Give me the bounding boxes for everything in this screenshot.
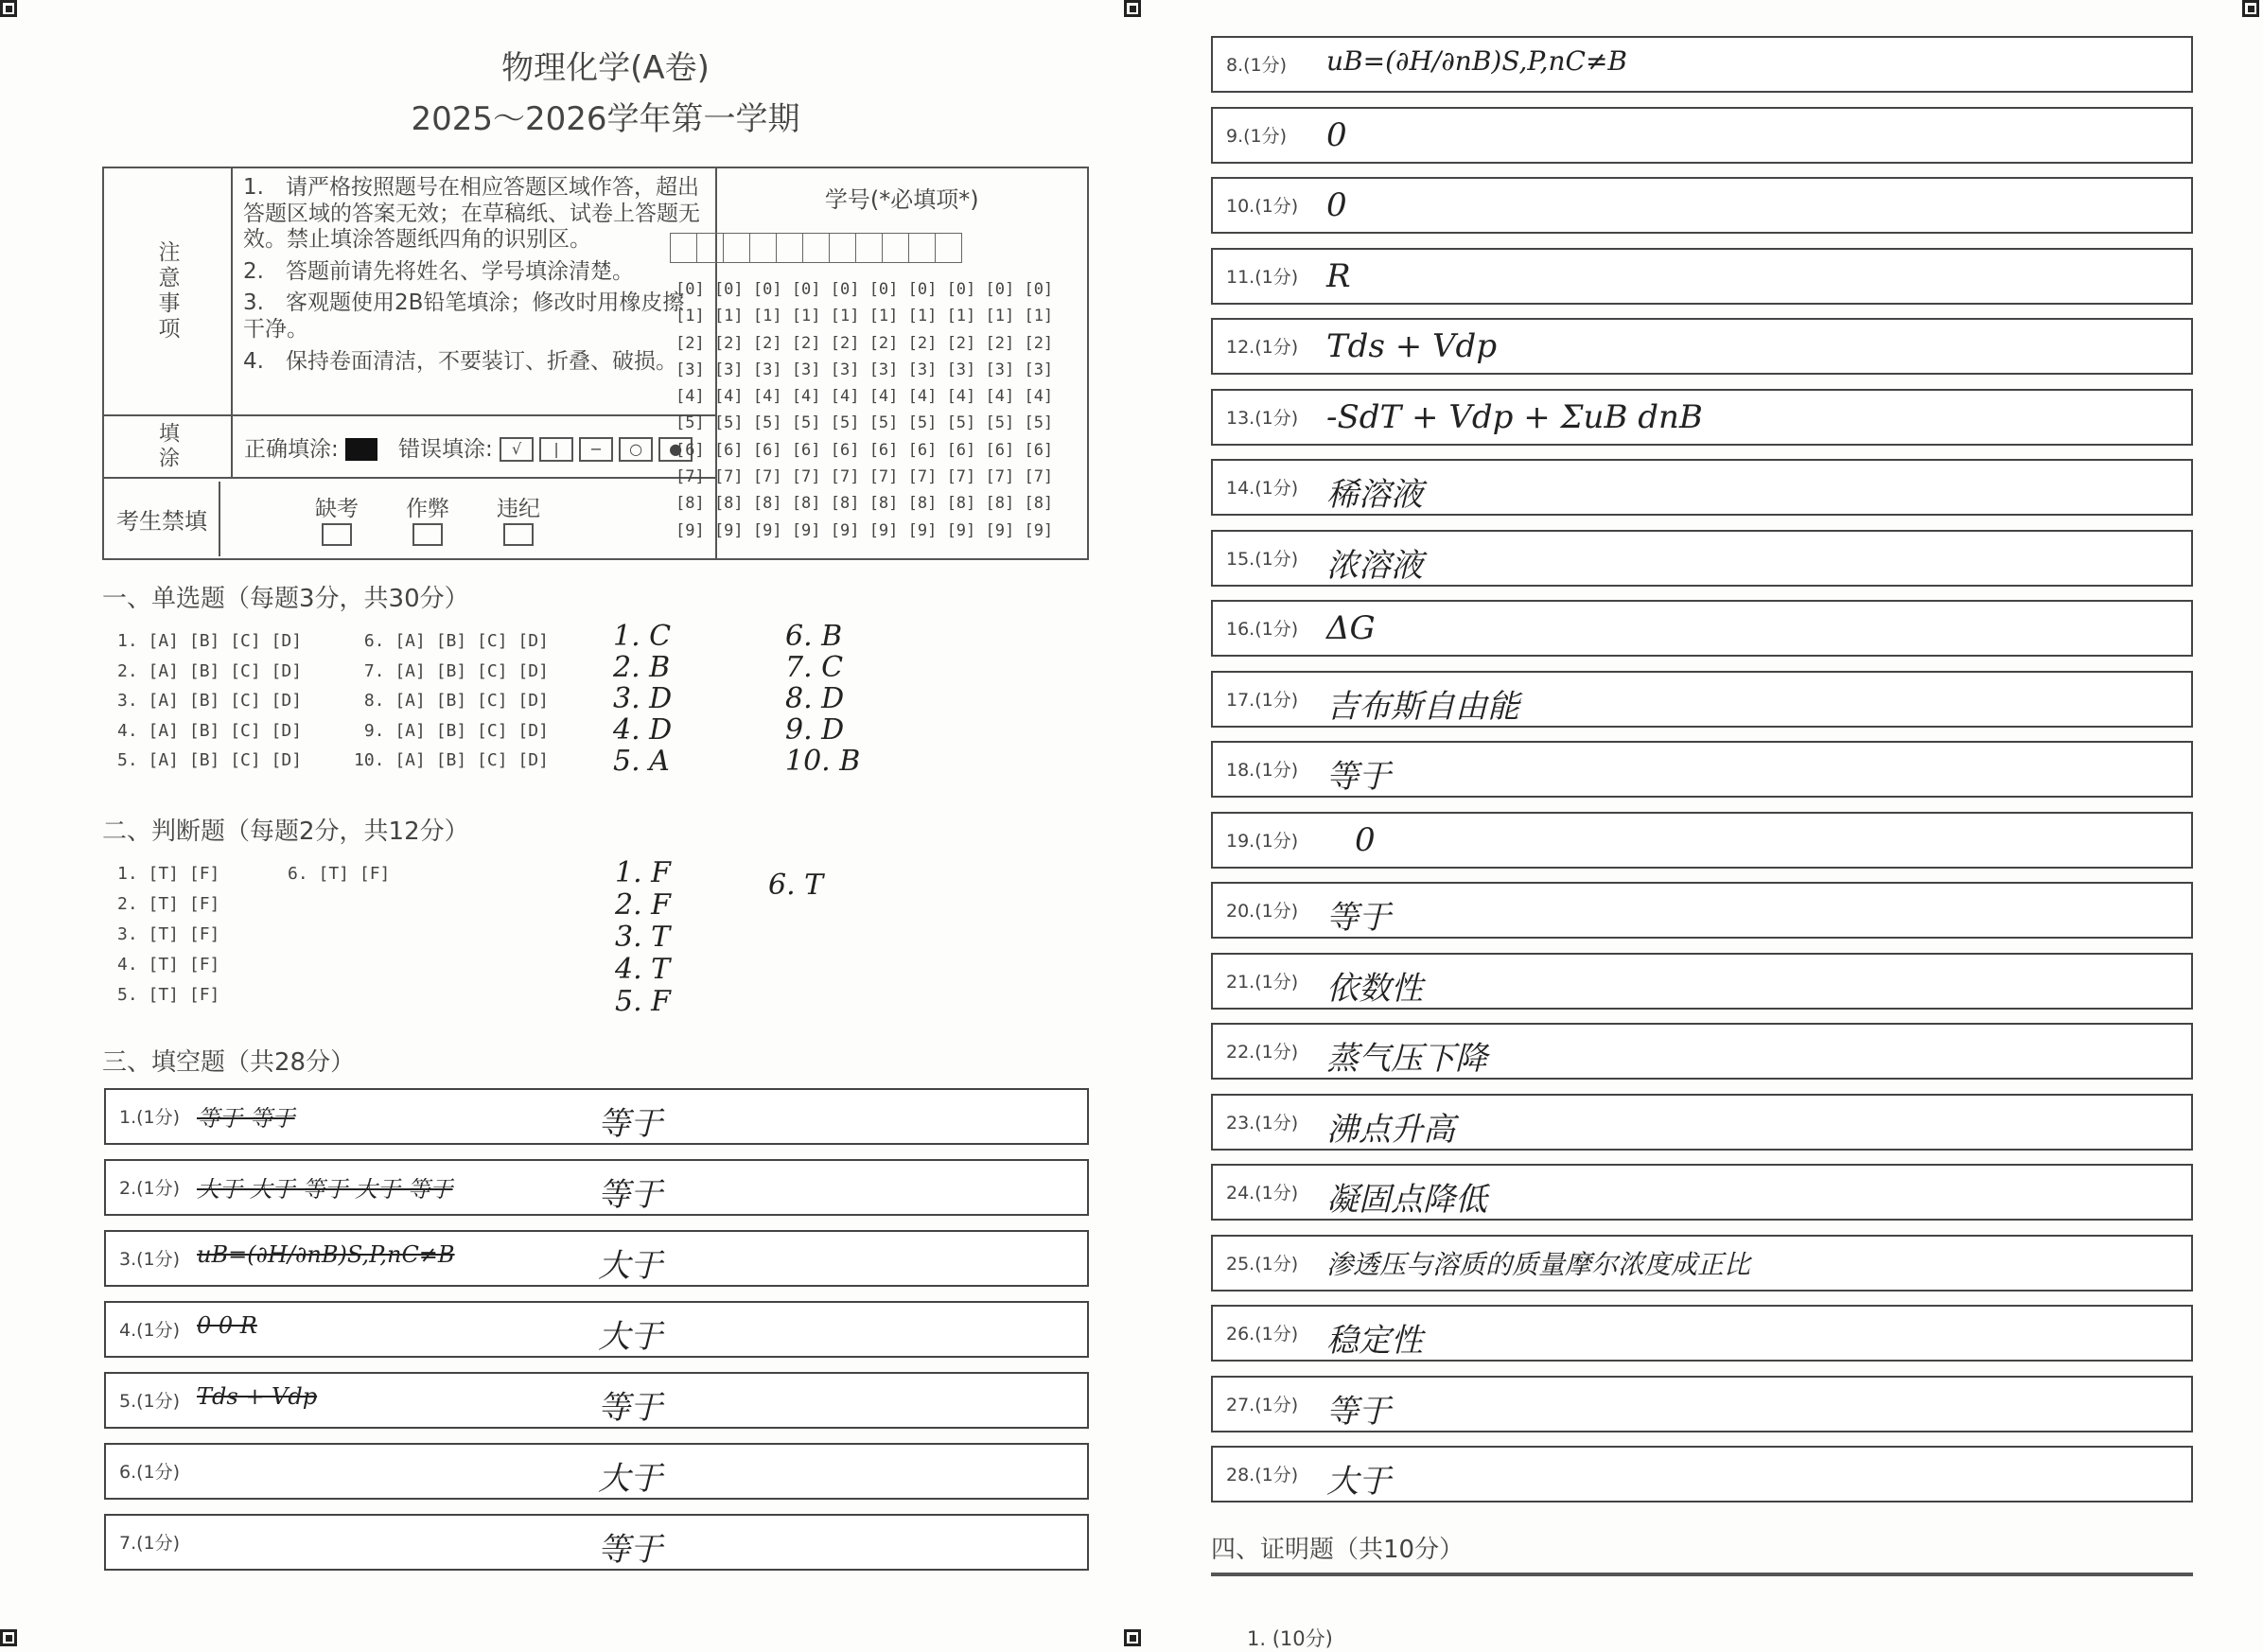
answer-box[interactable] — [104, 1159, 1089, 1216]
handwritten-answer: 3. T — [615, 921, 671, 954]
section-title-proof: 四、证明题（共10分） — [1211, 1536, 1465, 1564]
handwritten-answer: 0 — [1355, 820, 1376, 859]
page-subtitle: 2025～2026学年第一学期 — [411, 100, 800, 138]
corner-mark-top-right — [2242, 0, 2259, 17]
handwritten-answer: 沸点升高 — [1326, 1110, 1455, 1149]
prohibit-option-violation: 违纪 — [497, 496, 540, 521]
fill-label: 填涂 — [103, 415, 232, 478]
answer-box-label: 27.(1分) — [1226, 1394, 1299, 1415]
answer-box-label: 21.(1分) — [1226, 971, 1299, 993]
crossed-out-answer: uB=(∂H/∂nB)S,P,nC≠B — [197, 1241, 455, 1268]
answer-box[interactable] — [104, 1443, 1089, 1500]
proof-question-label: 1. (10分) — [1247, 1627, 1333, 1650]
wrong-fill-sample: ○ — [619, 437, 653, 462]
crossed-out-answer: Tds + Vdp — [197, 1383, 318, 1410]
answer-box-label: 20.(1分) — [1226, 901, 1299, 922]
answer-box-label: 18.(1分) — [1226, 760, 1299, 781]
handwritten-answer: Tds + Vdp — [1326, 327, 1498, 365]
answer-box-label: 22.(1分) — [1226, 1042, 1299, 1063]
handwritten-answer: 浓溶液 — [1326, 546, 1423, 585]
answer-box[interactable] — [1211, 741, 2193, 798]
answer-box[interactable] — [1211, 1305, 2193, 1362]
handwritten-answer: 1. F — [615, 856, 671, 889]
section-title-true-false: 二、判断题（每题2分，共12分） — [102, 817, 469, 846]
answer-box[interactable] — [1211, 177, 2193, 234]
handwritten-answer: 6. T — [768, 869, 824, 902]
student-id-digit-grid[interactable] — [675, 276, 1053, 544]
digit-row[interactable]: [1] [1] [1] [1] [1] [1] [1] [1] [1] [1] — [675, 307, 1054, 326]
answer-box-label: 23.(1分) — [1226, 1112, 1299, 1134]
handwritten-answer: 凝固点降低 — [1326, 1181, 1487, 1219]
handwritten-answer: 1. C — [613, 620, 672, 653]
answer-box[interactable] — [1211, 1023, 2193, 1080]
notice-item: 1. 请严格按照题号在相应答题区域作答，超出答题区域的答案无效；在草稿纸、试卷上答题无效。禁止填涂答题纸四角的识别区。 — [243, 175, 700, 253]
answer-box[interactable] — [1211, 459, 2193, 516]
cheat-checkbox[interactable] — [412, 523, 443, 546]
notice-item: 4. 保持卷面清洁，不要装订、折叠、破损。 — [243, 348, 677, 374]
handwritten-answer: 0 — [1326, 186, 1347, 224]
answer-box[interactable] — [1211, 600, 2193, 657]
prohibit-option-absent: 缺考 — [315, 496, 359, 521]
handwritten-answer: 稳定性 — [1326, 1322, 1423, 1360]
section-title-fill-blank: 三、填空题（共28分） — [102, 1048, 356, 1077]
handwritten-answer: 2. B — [613, 651, 671, 684]
handwritten-answer: 4. D — [613, 713, 673, 747]
digit-row[interactable]: [3] [3] [3] [3] [3] [3] [3] [3] [3] [3] — [675, 360, 1054, 379]
handwritten-answer: 等于 — [598, 1389, 662, 1427]
handwritten-answer: 稀溶液 — [1326, 476, 1423, 514]
handwritten-answer: 大于 — [598, 1247, 662, 1285]
handwritten-answer: 7. C — [785, 651, 844, 684]
handwritten-answer: 等于 — [598, 1531, 662, 1569]
digit-row[interactable]: [2] [2] [2] [2] [2] [2] [2] [2] [2] [2] — [675, 333, 1054, 353]
correct-fill-sample — [345, 438, 377, 461]
handwritten-answer: -SdT + Vdp + ΣuB dnB — [1326, 397, 1703, 436]
answer-box[interactable] — [1211, 1164, 2193, 1221]
corner-mark-bottom-left — [0, 1629, 17, 1646]
handwritten-answer: 5. A — [613, 745, 670, 778]
proof-divider — [1211, 1573, 2193, 1576]
handwritten-answer: uB=(∂H/∂nB)S,P,nC≠B — [1326, 45, 1627, 77]
violation-checkbox[interactable] — [503, 523, 534, 546]
answer-box[interactable] — [1211, 1094, 2193, 1151]
handwritten-answer: 等于 — [1326, 1392, 1391, 1431]
handwritten-answer: 等于 — [1326, 899, 1391, 937]
section-title-single-choice: 一、单选题（每题3分，共30分） — [102, 585, 469, 613]
prohibit-option-cheat: 作弊 — [406, 496, 449, 521]
answer-box-label: 15.(1分) — [1226, 548, 1299, 570]
answer-box-label: 6.(1分) — [119, 1462, 181, 1483]
answer-box[interactable] — [1211, 953, 2193, 1010]
handwritten-answer: 依数性 — [1326, 969, 1423, 1008]
tf-options-right[interactable]: 6. [T] [F] — [288, 864, 391, 884]
digit-row[interactable]: [4] [4] [4] [4] [4] [4] [4] [4] [4] [4] — [675, 387, 1054, 407]
student-id-label: 学号(*必填项*) — [824, 186, 979, 213]
answer-box-label: 8.(1分) — [1226, 55, 1288, 76]
mc-options-left[interactable]: 1. [A] [B] [C] [D] 2. [A] [B] [C] [D] 3. [A] [B] [C] [D] 4. [A] [B] [C] [D] 5. [A] [B] [C] [D] — [117, 631, 303, 770]
page-title: 物理化学(A卷) — [501, 49, 710, 87]
wrong-fill-label: 错误填涂: — [398, 436, 493, 462]
handwritten-answer: 5. F — [615, 985, 671, 1018]
answer-box[interactable] — [1211, 1446, 2193, 1503]
handwritten-answer: 大于 — [1326, 1463, 1391, 1501]
answer-box-label: 13.(1分) — [1226, 407, 1299, 429]
digit-row[interactable]: [8] [8] [8] [8] [8] [8] [8] [8] [8] [8] — [675, 494, 1054, 514]
wrong-fill-sample: | — [539, 437, 573, 462]
answer-box-label: 19.(1分) — [1226, 830, 1299, 852]
answer-box-label: 14.(1分) — [1226, 478, 1299, 499]
answer-box-label: 1.(1分) — [119, 1107, 181, 1128]
handwritten-answer: ΔG — [1326, 609, 1376, 647]
mc-options-right[interactable]: 6. [A] [B] [C] [D] 7. [A] [B] [C] [D] 8. [A] [B] [C] [D] 9. [A] [B] [C] [D] 10. [A] [B] [C] [D] — [354, 631, 549, 770]
digit-row[interactable]: [9] [9] [9] [9] [9] [9] [9] [9] [9] [9] — [675, 520, 1054, 540]
handwritten-answer: 吉布斯自由能 — [1326, 687, 1519, 726]
handwritten-answer: 2. F — [615, 888, 671, 922]
digit-row[interactable]: [6] [6] [6] [6] [6] [6] [6] [6] [6] [6] — [675, 440, 1054, 460]
digit-row[interactable]: [5] [5] [5] [5] [5] [5] [5] [5] [5] [5] — [675, 413, 1054, 433]
answer-box[interactable] — [1211, 36, 2193, 93]
tf-options-left[interactable]: 1. [T] [F] 2. [T] [F] 3. [T] [F] 4. [T] [F] 5. [T] [F] — [117, 864, 220, 1005]
answer-box[interactable] — [104, 1088, 1089, 1145]
handwritten-answer: 4. T — [615, 953, 671, 986]
notice-label: 注意事项 — [103, 167, 232, 415]
answer-box-label: 28.(1分) — [1226, 1465, 1299, 1485]
answer-box[interactable] — [1211, 107, 2193, 164]
corner-mark-top-center — [1124, 0, 1141, 17]
answer-box[interactable] — [1211, 318, 2193, 375]
digit-row[interactable]: [0] [0] [0] [0] [0] [0] [0] [0] [0] [0] — [675, 280, 1054, 299]
answer-box[interactable] — [1211, 530, 2193, 587]
handwritten-answer: 等于 — [598, 1176, 662, 1214]
answer-box[interactable] — [104, 1372, 1089, 1429]
handwritten-answer: 0 — [1326, 115, 1347, 154]
handwritten-answer: 渗透压与溶质的质量摩尔浓度成正比 — [1326, 1248, 1751, 1280]
student-id-cells[interactable] — [670, 233, 961, 263]
crossed-out-answer: 大于 大于 等于 大于 等于 — [197, 1176, 453, 1203]
answer-box-label: 7.(1分) — [119, 1533, 181, 1554]
corner-mark-bottom-center — [1124, 1629, 1141, 1646]
handwritten-answer: 等于 — [1326, 758, 1391, 796]
answer-box[interactable] — [1211, 671, 2193, 728]
handwritten-answer: 9. D — [785, 713, 845, 747]
digit-row[interactable]: [7] [7] [7] [7] [7] [7] [7] [7] [7] [7] — [675, 467, 1054, 487]
answer-box[interactable] — [104, 1514, 1089, 1571]
handwritten-answer: 3. D — [613, 682, 673, 715]
handwritten-answer: 大于 — [598, 1460, 662, 1498]
corner-mark-top-left — [0, 0, 17, 17]
wrong-fill-sample: √ — [500, 437, 534, 462]
handwritten-answer: 大于 — [598, 1318, 662, 1356]
answer-box-label: 26.(1分) — [1226, 1324, 1299, 1344]
answer-box-label: 4.(1分) — [119, 1320, 181, 1341]
answer-box[interactable] — [1211, 882, 2193, 939]
prohibit-label: 考生禁填 — [105, 482, 220, 556]
handwritten-answer: 10. B — [785, 745, 861, 778]
answer-box-label: 11.(1分) — [1226, 266, 1299, 288]
wrong-fill-sample: ● — [658, 437, 693, 462]
handwritten-answer: R — [1326, 256, 1351, 295]
answer-box-label: 25.(1分) — [1226, 1253, 1299, 1274]
wrong-fill-sample: − — [579, 437, 613, 462]
handwritten-answer: 8. D — [785, 682, 845, 715]
correct-fill-label: 正确填涂: — [244, 436, 339, 462]
answer-box-label: 17.(1分) — [1226, 689, 1299, 711]
answer-box-label: 24.(1分) — [1226, 1183, 1299, 1204]
absent-checkbox[interactable] — [322, 523, 352, 546]
answer-box[interactable] — [1211, 1235, 2193, 1292]
answer-box[interactable] — [1211, 1376, 2193, 1432]
answer-box-label: 2.(1分) — [119, 1178, 181, 1199]
answer-box-label: 3.(1分) — [119, 1249, 181, 1270]
crossed-out-answer: 0 0 R — [197, 1312, 257, 1339]
crossed-out-answer: 等于 等于 — [197, 1105, 295, 1132]
handwritten-answer: 6. B — [785, 620, 843, 653]
notice-item: 3. 客观题使用2B铅笔填涂；修改时用橡皮擦干净。 — [243, 290, 685, 342]
answer-box[interactable] — [1211, 248, 2193, 305]
answer-box[interactable] — [104, 1230, 1089, 1287]
answer-box-label: 9.(1分) — [1226, 125, 1288, 147]
answer-box[interactable] — [104, 1301, 1089, 1358]
handwritten-answer: 蒸气压下降 — [1326, 1040, 1487, 1078]
answer-box-label: 16.(1分) — [1226, 619, 1299, 640]
notice-item: 2. 答题前请先将姓名、学号填涂清楚。 — [243, 258, 634, 284]
answer-box[interactable] — [1211, 812, 2193, 869]
answer-box-label: 10.(1分) — [1226, 196, 1299, 217]
answer-box[interactable] — [1211, 389, 2193, 446]
answer-box-label: 5.(1分) — [119, 1391, 181, 1412]
answer-box-label: 12.(1分) — [1226, 337, 1299, 358]
handwritten-answer: 等于 — [598, 1105, 662, 1143]
